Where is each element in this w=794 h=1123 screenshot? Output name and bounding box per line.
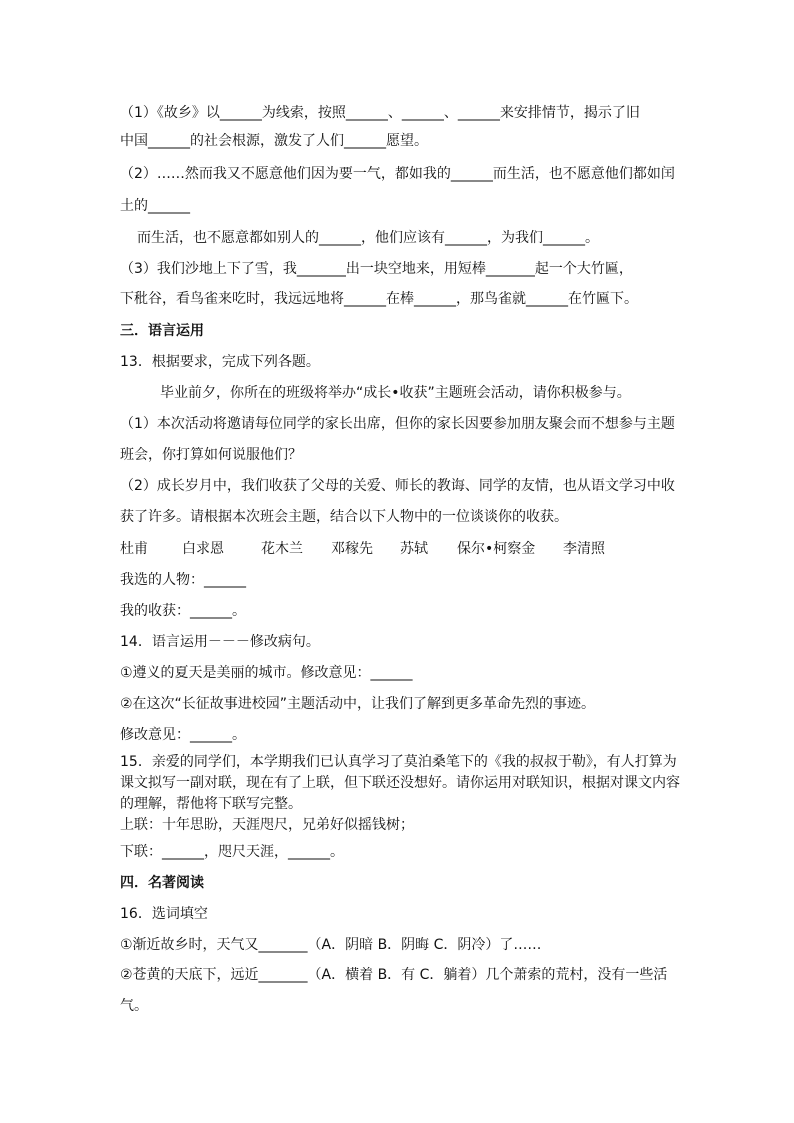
q12-line-6: （3）我们沙地上下了雪，我_______出一块空地来，用短棒_______起一个大竹匾， bbox=[120, 261, 633, 277]
q13-line-9: 我的收获：______。 bbox=[120, 603, 246, 619]
name-option: 花木兰 bbox=[261, 541, 303, 557]
q15-line-3: 的理解，帮他将下联写完整。 bbox=[120, 796, 302, 812]
q14-line-4: 修改意见：______。 bbox=[120, 727, 246, 743]
q12-line-7: 下秕谷，看鸟雀来吃时，我远远地将______在棒______，那鸟雀就______在竹匾下。 bbox=[120, 291, 638, 307]
q13-line-4: 班会，你打算如何说服他们？ bbox=[120, 447, 302, 463]
q15-line-1: 15．亲爱的同学们，本学期我们已认真学习了莫泊桑笔下的《我的叔叔于勒》，有人打算为 bbox=[120, 754, 677, 770]
q13-line-5: （2）成长岁月中，我们收获了父母的关爱、师长的教诲、同学的友情，也从语文学习中收 bbox=[120, 478, 675, 494]
q12-line-5: 而生活，也不愿意都如别人的______，他们应该有______，为我们______。 bbox=[137, 230, 599, 246]
section-3-heading: 三．语言运用 bbox=[120, 323, 204, 339]
q15-line-4: 上联：十年思盼，天涯咫尺，兄弟好似摇钱树； bbox=[120, 817, 414, 833]
q13-line-3: （1）本次活动将邀请每位同学的家长出席，但你的家长因要参加朋友聚会而不想参与主题 bbox=[120, 416, 675, 432]
q12-line-4: 土的______ bbox=[120, 198, 190, 214]
name-option: 白求恩 bbox=[182, 541, 224, 557]
name-option: 李清照 bbox=[563, 541, 605, 557]
q13-name-list bbox=[120, 539, 605, 559]
name-option: 杜甫 bbox=[120, 541, 148, 557]
section-4-heading: 四．名著阅读 bbox=[120, 875, 204, 891]
name-option: 邓稼先 bbox=[331, 541, 373, 557]
name-option: 保尔•柯察金 bbox=[457, 541, 536, 557]
q16-line-3: ②苍黄的天底下，远近_______（A．横着 B．有 C．躺着）几个萧索的荒村，没有一些活 bbox=[120, 967, 668, 983]
q15-line-2: 课文拟写一副对联，现在有了上联，但下联还没想好。请你运用对联知识，根据对课文内容 bbox=[120, 775, 680, 791]
q13-line-8: 我选的人物：______ bbox=[120, 572, 246, 588]
q13-line-6: 获了许多。请根据本次班会主题，结合以下人物中的一位谈谈你的收获。 bbox=[120, 509, 568, 525]
name-option: 苏轼 bbox=[400, 541, 428, 557]
q12-line-2: 中国______的社会根源，激发了人们______愿望。 bbox=[120, 133, 428, 149]
q15-line-5: 下联：______，咫尺天涯，______。 bbox=[120, 844, 344, 860]
q14-line-2: ①遵义的夏天是美丽的城市。修改意见：______ bbox=[120, 665, 413, 681]
q14-line-3: ②在这次“长征故事进校园”主题活动中，让我们了解到更多革命先烈的事迹。 bbox=[120, 696, 596, 712]
q12-line-1: （1）《故乡》以______为线索，按照______、______、______来安排情节，揭示了旧 bbox=[120, 105, 640, 121]
q16-line-2: ①渐近故乡时，天气又_______（A．阴暗 B．阴晦 C．阴冷）了…… bbox=[120, 937, 542, 953]
q12-line-3: （2）……然而我又不愿意他们因为要一气，都如我的______而生活，也不愿意他们都如闰 bbox=[120, 166, 675, 182]
q16-line-1: 16．选词填空 bbox=[120, 906, 208, 922]
q13-line-2: 毕业前夕，你所在的班级将举办“成长•收获”主题班会活动，请你积极参与。 bbox=[160, 385, 631, 401]
q16-line-4: 气。 bbox=[120, 998, 148, 1014]
q13-line-1: 13．根据要求，完成下列各题。 bbox=[120, 354, 320, 370]
q14-line-1: 14．语言运用－－－修改病句。 bbox=[120, 634, 320, 650]
